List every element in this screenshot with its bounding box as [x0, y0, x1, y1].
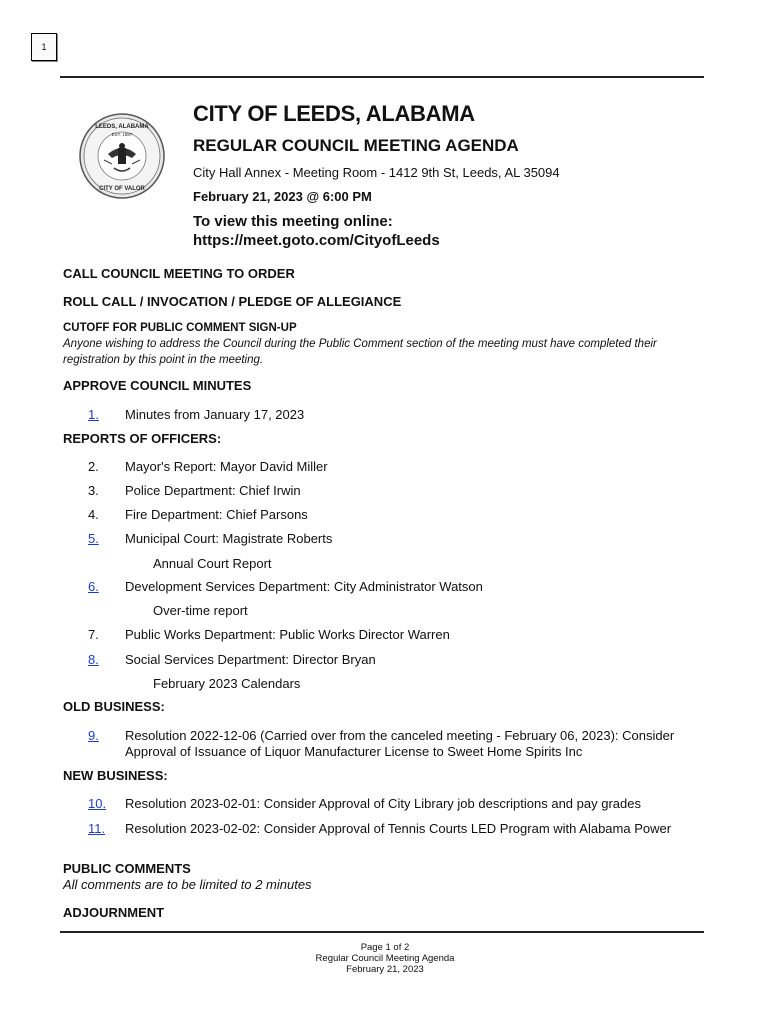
agenda-item-attachment: Over-time report	[153, 603, 248, 618]
agenda-item-link[interactable]: 8.	[88, 652, 99, 667]
bottom-rule	[60, 931, 704, 933]
section-cutoff-title: CUTOFF FOR PUBLIC COMMENT SIGN-UP	[63, 322, 297, 334]
agenda-item-text: Minutes from January 17, 2023	[125, 407, 305, 422]
meeting-venue: City Hall Annex - Meeting Room - 1412 9th St, Leeds, AL 35094	[193, 165, 560, 180]
agenda-subtitle: REGULAR COUNCIL MEETING AGENDA	[193, 136, 519, 155]
footer	[0, 942, 770, 975]
agenda-item-attachment: Annual Court Report	[153, 556, 272, 571]
online-info	[193, 212, 440, 250]
agenda-item-text: Resolution 2022-12-06 (Carried over from the canceled meeting - February 06, 2023): Consider Approval of Issuance of Liquor Manufacturer License to Sweet Home Spirits Inc	[125, 728, 675, 759]
agenda-item-link[interactable]: 9.	[88, 728, 99, 743]
agenda-item-text: Police Department: Chief Irwin	[125, 483, 301, 498]
online-url[interactable]: https://meet.goto.com/CityofLeeds	[193, 232, 440, 249]
agenda-item-link[interactable]: 5.	[88, 531, 99, 546]
section-old-business: OLD BUSINESS:	[63, 699, 165, 714]
section-call-to-order: CALL COUNCIL MEETING TO ORDER	[63, 266, 295, 281]
footer-date: February 21, 2023	[346, 964, 424, 975]
agenda-item-text: Social Services Department: Director Bryan	[125, 652, 376, 667]
agenda-item-text: Resolution 2023-02-01: Consider Approval of City Library job descriptions and pay grades	[125, 796, 641, 811]
svg-text:CITY OF VALOR: CITY OF VALOR	[99, 186, 145, 192]
agenda-item-link[interactable]: 11.	[88, 821, 106, 836]
agenda-item-text: Fire Department: Chief Parsons	[125, 507, 308, 522]
section-adjournment: ADJOURNMENT	[63, 905, 165, 920]
agenda-item-text: Development Services Department: City Administrator Watson	[125, 579, 483, 594]
agenda-item-number: 4.	[88, 507, 99, 522]
agenda-item-number: 2.	[88, 459, 99, 474]
agenda-item-text: Resolution 2023-02-02: Consider Approval of Tennis Courts LED Program with Alabama Power	[125, 821, 672, 836]
agenda-item-link[interactable]: 10.	[88, 796, 107, 811]
section-public-comments: PUBLIC COMMENTS	[63, 861, 191, 876]
cutoff-text: Anyone wishing to address the Council during the Public Comment section of the meeting must have completed their registration by this point in the meeting.	[63, 338, 657, 366]
city-seal-logo	[78, 112, 166, 200]
top-rule	[60, 76, 704, 78]
agenda-item-text: Public Works Department: Public Works Director Warren	[125, 627, 450, 642]
online-label: To view this meeting online:	[193, 213, 393, 230]
page-marker: 1	[31, 33, 57, 61]
section-reports: REPORTS OF OFFICERS:	[63, 431, 222, 446]
public-comments-note: All comments are to be limited to 2 minutes	[63, 877, 312, 892]
svg-text:LEEDS, ALABAMA: LEEDS, ALABAMA	[95, 124, 149, 130]
svg-text:EST. 1887: EST. 1887	[111, 132, 133, 137]
agenda-item-text: Municipal Court: Magistrate Roberts	[125, 531, 333, 546]
agenda-item-link[interactable]: 6.	[88, 579, 99, 594]
meeting-date: February 21, 2023 @ 6:00 PM	[193, 189, 372, 204]
footer-page: Page 1 of 2	[360, 942, 410, 953]
agenda-item-link[interactable]: 1.	[88, 407, 99, 422]
section-new-business: NEW BUSINESS:	[63, 768, 168, 783]
footer-doc: Regular Council Meeting Agenda	[315, 953, 455, 964]
agenda-item-number: 3.	[88, 483, 99, 498]
agenda-item-attachment: February 2023 Calendars	[153, 676, 301, 691]
page-title: CITY OF LEEDS, ALABAMA	[193, 101, 475, 126]
section-roll-call: ROLL CALL / INVOCATION / PLEDGE OF ALLEGIANCE	[63, 294, 402, 309]
agenda-item-number: 7.	[88, 627, 99, 642]
section-approve-minutes: APPROVE COUNCIL MINUTES	[63, 378, 252, 393]
agenda-item-text: Mayor's Report: Mayor David Miller	[125, 459, 328, 474]
